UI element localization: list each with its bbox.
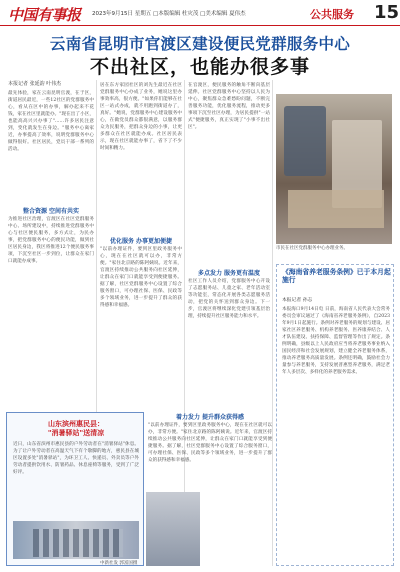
- subhead-4: 着力发力 提升群众获得感: [175, 414, 245, 421]
- page-number: 15: [374, 2, 400, 23]
- article-text-col-4: "以前办理证件，要到区里政务服务中心，现在在社区就可以办，非常方便。"家住北京路的陈阿姨说。近年来，官渡区持续推动公共服务向社区延伸，让群众在家门口就能享受到便捷服务。据了解，社区党群服务中心设置了综合服务窗口，可办理社保、医保、民政等多个领域业务，进一步提升了群众的获得感和幸福感。: [148, 423, 272, 463]
- byline: 本报记者 张延韵 叶伟杰: [8, 81, 62, 87]
- photo-news-title-1: 山东滨州惠民县：: [48, 420, 104, 428]
- article-text-col-1b: 为推进社区治理，官渡区在社区党群服务中心、场所建设中，持续推进党群服务中心与社区便民服务，多方式让，为民办事，把党群服务中心的便民功能，做到社区居民身边，我区将推进12个便民服务事项，下沉至社区一步到位，让群众在家门口就能办成事。: [8, 217, 94, 264]
- article-text-col-2b: "以前办理证件，要到区里政务服务中心，现在在社区就可以办，非常方便。"家住北京路的陈阿姨说。近年来，官渡区持续推动公共服务向社区延伸，让群众在家门口就能享受到便捷服务。据了解，社区党群服务中心设置了综合服务窗口，可办理社保、医保、民政等多个领域业务，进一步提升了群众的获得感和幸福感。: [100, 247, 182, 308]
- subhead-2: 优化服务 办事更加便捷: [109, 238, 173, 245]
- photo-news-title-2: "消暑驿站"送清凉: [47, 429, 105, 437]
- article-text-col-3b: 社区工作人员介绍，党群服务中心开设了志愿服务站、儿童之家、老年活动室等功能室，常态化开展各类志愿服务活动，把党的关怀送到群众身边。下一步，官渡区将继续深化党建引领基层治理，持续提升社区服务能力和水平。: [188, 279, 270, 319]
- article-text-col-1: 最先体验，家在云南昆明官渡，在于区，街道居民最近，一些12社区的党群服务中心，看从在区中的办事，解办起来不花钱，家在社区里就能办。"现在出了小区，也能高高兴兴办事了"……许多居民注意到，变化就发生在身边。"服务中心离家近，办事提高了效率，说明党群服务中心做得很好。社区居民，党员干部一系列的活动。: [8, 91, 94, 152]
- issue-info: 2023年9月15日 星期五 □本版编辑 杜灾茂 □美术编辑 夏伟杰: [92, 11, 246, 17]
- photo-people: [33, 529, 123, 557]
- article-text-col-3: 在官渡区，便民服务的触角不断向基层延伸。社区党群服务中心坚持以人民为中心，聚焦群众急难愁盼问题，不断完善服务功能，优化服务流程，推动更多事项下沉至社区办理，为居民提供"一站式"便捷服务，真正实现了"小事不出社区"。: [188, 83, 270, 130]
- photo-counter: [288, 190, 384, 228]
- headline-line-1: 云南省昆明市官渡区建设便民党群服务中心: [49, 35, 351, 53]
- sidebar-article-title: 《海南省养老服务条例》已于本月起施行: [282, 268, 391, 284]
- column-rule: [272, 80, 273, 566]
- photo-news-body: 近日，山东省滨州市惠民县的户外劳动者在"消暑驿站"休息。为了让户外劳动者在高温天气下有个歇脚的地方，惠民县在城区设置多处"消暑驿站"，为环卫工人、快递员、外卖员等户外劳动者提供饮用水、防暑药品、休息座椅等服务，受到了广泛好评。: [13, 442, 139, 475]
- subhead-1: 整合资源 空间有共实: [22, 208, 80, 215]
- headline-line-2: 不出社区，也能办很多事: [89, 56, 310, 78]
- section-name: 公共服务: [310, 8, 354, 21]
- photo-figure: [284, 106, 326, 176]
- newspaper-title: 中国有事报: [8, 6, 81, 24]
- photo-news-image: [13, 521, 139, 559]
- photo-caption: 市民在社区党群服务中心办理业务。: [276, 246, 348, 251]
- sidebar-article-body: 本报海口9月14日电 日前，海南省人民代表大会常务委员会审议通过了《海南省养老服务条例》，自2023年9月1日起施行。条例对养老服务的规划与建设、居家社区养老服务、机构养老服务、医养康养结合、人才队伍建设、扶持保障、监督管理等作出了规定。条例明确，县级以上人民政府应当将养老服务事业纳入国民经济和社会发展规划，建立健全养老服务体系，推动养老服务高质量发展。条例还明确，鼓励社会力量参与养老服务，支持发展普惠型养老服务，满足老年人多层次、多样化的养老服务需求。: [282, 307, 390, 375]
- subhead-3: 多点发力 服务更有温度: [197, 270, 261, 277]
- news-photo: [276, 94, 392, 244]
- article-text-col-2: 居在东方家园社区的刘先生最近在社区党群服务中心办成了业务，她说这里办事效率高，很方便。"如果你们能够在社区一站式办成，就不用跑到街道办了，真好。"她说，党群服务中心建设服务中心，在做党员群众都很满意，以服务群众为民服务，把群众身边的小事，让更多群众在社区就能办成。社区居民表示，现在社区就能办事了，省下了不少时间和精力。: [100, 83, 182, 151]
- masthead: [0, 0, 400, 26]
- column-photo: [146, 492, 200, 566]
- photo-credit: 中新社发 郭富国摄: [100, 561, 138, 566]
- sidebar-article-author: 本报记者 孙志: [282, 298, 313, 303]
- photo-news-box: [6, 412, 144, 566]
